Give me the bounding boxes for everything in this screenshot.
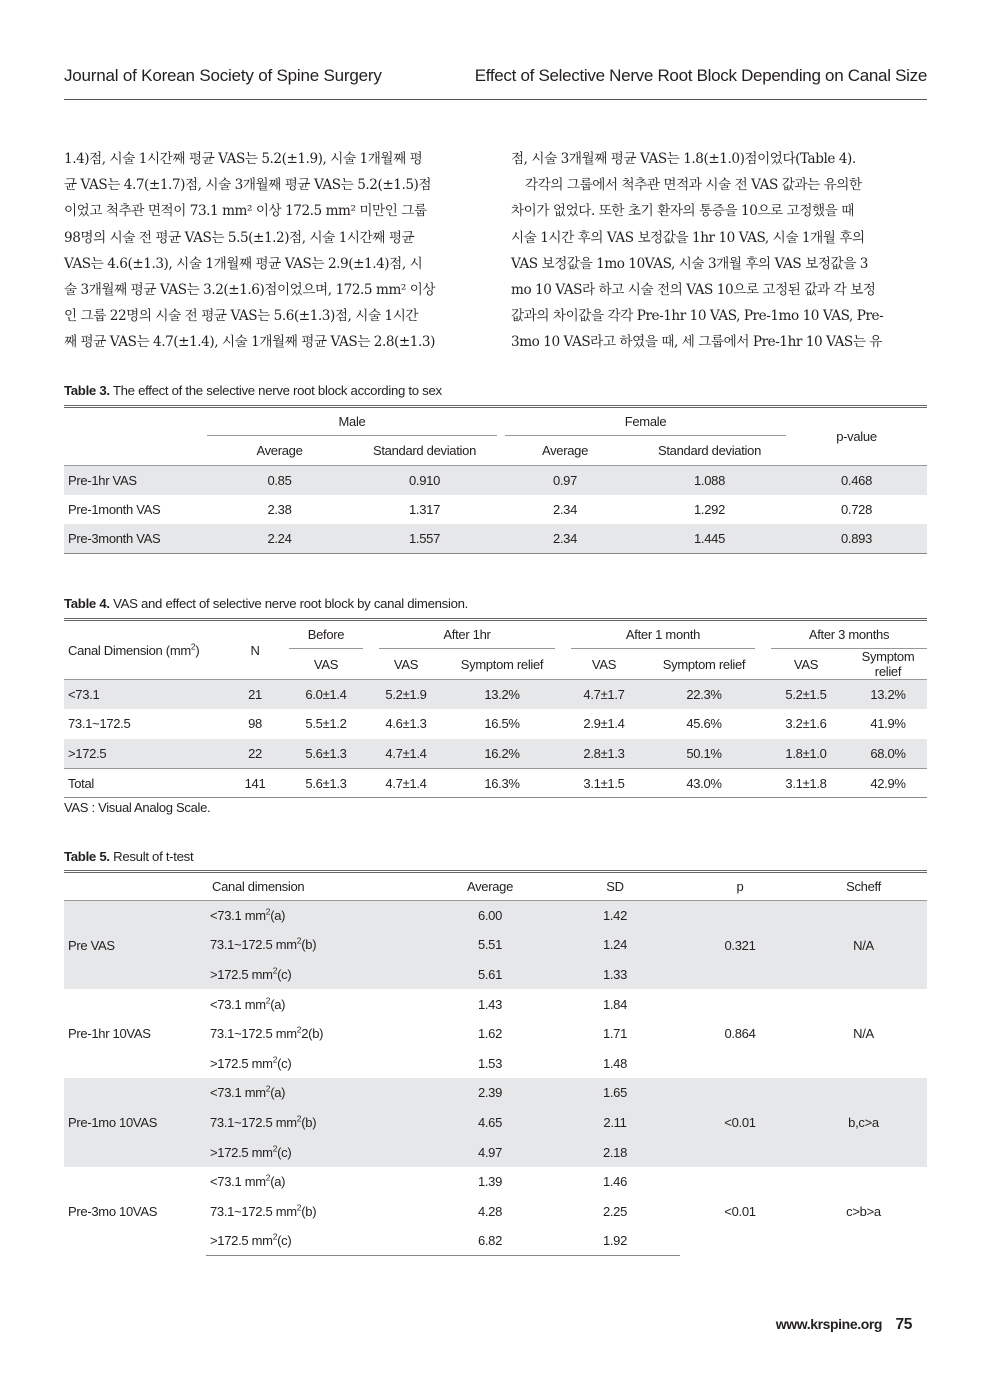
table5-scheff: N/A	[800, 901, 927, 990]
page-footer	[776, 1316, 912, 1334]
table5-p: <0.01	[680, 1078, 800, 1167]
table5-group-label: Pre-1mo 10VAS	[64, 1078, 206, 1167]
table4-3m-relief-header: Symptom relief	[849, 649, 927, 680]
table5-canal-dimension: 73.1~172.5 $mm^2(b)$	[206, 930, 430, 960]
table-row: >172.5 22 5.6±1.3 4.7±1.4 16.2% 2.8±1.3 50.1% 1.8±1.0 68.0%	[64, 739, 927, 769]
table-row	[64, 901, 927, 931]
body-line: 이었고 척추관 면적이 73.1 mm² 이상 172.5 mm² 미만인 그룹	[64, 203, 427, 220]
table4-1hr-relief-header: Symptom relief	[441, 649, 563, 680]
table4-before-header: Before	[281, 620, 371, 650]
table5-caption-text: Result of t-test	[113, 849, 194, 864]
table5-scheff-header: Scheff	[800, 872, 927, 901]
table-row: <73.1 21 6.0±1.4 5.2±1.9 13.2% 4.7±1.7 22.3% 5.2±1.5 13.2%	[64, 680, 927, 710]
body-line: 술 3개월째 평균 VAS는 3.2(±1.6)점이었으며, 172.5 mm² 이상	[64, 282, 436, 299]
table5-canal-dimension: >172.5 $mm^2(c)$	[206, 1137, 430, 1167]
table5-average: 4.28	[477, 1203, 503, 1219]
table5-sd: 1.71	[602, 1026, 628, 1042]
table5-canal-dimension: <73.1 $mm^2(a)$	[206, 1078, 430, 1108]
table3-label: Table 3.	[64, 383, 110, 398]
body-line: 째 평균 VAS는 4.7(±1.4), 시술 1개월째 평균 VAS는 2.8(±1.3)	[64, 334, 435, 351]
table5-average: 1.53	[477, 1055, 503, 1071]
body-line: 98명의 시술 전 평균 VAS는 5.5(±1.2)점, 시술 1시간째 평균	[64, 229, 415, 246]
table5-sd: 1.24	[550, 930, 680, 960]
table5-canal-dimension: <73.1 $mm^2(a)$	[210, 1172, 286, 1190]
table5-sd: 2.11	[550, 1108, 680, 1138]
journal-name: Journal of Korean Society of Spine Surgery	[64, 66, 382, 85]
table5-sd-header: SD	[550, 872, 680, 901]
table5-p: 0.321	[680, 901, 800, 990]
table5-average: 2.39	[430, 1078, 550, 1108]
table4-1m-vas-header: VAS	[563, 649, 645, 680]
table5-p: <0.01	[724, 1203, 756, 1219]
table4-canal-dimension-header: Canal Dimension $(mm^2)$	[64, 620, 229, 680]
table4-label: Table 4.	[64, 596, 110, 611]
table5-sd: 1.92	[550, 1226, 680, 1256]
table3-caption-text: The effect of the selective nerve root block according to sex	[112, 383, 442, 398]
table5-average: 6.82	[430, 1226, 550, 1256]
table-row: Pre-1hr VAS 0.85 0.910 0.97 1.088 0.468	[64, 465, 927, 495]
body-line: 차이가 없었다. 또한 초기 환자의 통증을 10으로 고정했을 때	[511, 203, 854, 220]
table5-group-label: Pre-1hr 10VAS	[68, 1026, 151, 1042]
table4-before-vas-header: VAS	[281, 649, 371, 680]
body-line: 각각의 그룹에서 척추관 면적과 시술 전 VAS 값과는 유의한	[525, 177, 862, 194]
table-row	[64, 1167, 927, 1197]
body-line: 시술 1시간 후의 VAS 보정값을 1hr 10 VAS, 시술 1개월 후의	[511, 229, 865, 246]
table5-p-header: p	[680, 872, 800, 901]
table3-female-average-header: Average	[497, 436, 633, 465]
table5-average: 6.00	[430, 901, 550, 931]
table3-male-sd-header: Standard deviation	[352, 436, 497, 465]
table3-female-sd-header: Standard deviation	[633, 436, 786, 465]
table-row: Pre-1month VAS 2.38 1.317 2.34 1.292 0.728	[68, 501, 873, 517]
table5-canal-dimension: <73.1 $mm^2(a)$	[210, 995, 286, 1012]
table5-sd: 1.33	[550, 960, 680, 990]
table4-1m-relief-header: Symptom relief	[645, 649, 763, 680]
table5-sd: 2.18	[550, 1137, 680, 1167]
table-row: 73.1~172.5 98 5.5±1.2 4.6±1.3 16.5% 2.9±1.4 45.6% 3.2±1.6 41.9%	[68, 716, 906, 732]
table5-canal-dimension-header: Canal dimension	[206, 872, 430, 901]
table5-sd: 1.46	[602, 1174, 628, 1190]
table5-canal-dimension: >172.5 $mm^2(c)$	[206, 960, 430, 990]
body-line: 균 VAS는 4.7(±1.7)점, 시술 3개월째 평균 VAS는 5.2(±1.5)점	[64, 177, 432, 194]
table4-3m-vas-header: VAS	[763, 649, 849, 680]
table5-canal-dimension: <73.1 $mm^2(a)$	[206, 901, 430, 931]
table5	[64, 870, 927, 1256]
running-header	[64, 62, 927, 100]
table5-caption	[64, 849, 193, 864]
table5-p: 0.864	[724, 1026, 756, 1042]
body-text-right-column	[511, 146, 927, 356]
body-text-left-column	[64, 146, 480, 356]
table5-group-label: Pre-3mo 10VAS	[68, 1203, 158, 1219]
table5-average: 5.61	[430, 960, 550, 990]
table-row	[64, 1078, 927, 1108]
table4-1hr-vas-header: VAS	[371, 649, 441, 680]
table5-scheff: c>b>a	[846, 1203, 881, 1219]
table5-sd: 1.65	[550, 1078, 680, 1108]
table4-after-1hr-header: After 1hr	[371, 620, 563, 650]
table4-after-3months-header: After 3 months	[763, 620, 927, 650]
table5-average: 5.51	[430, 930, 550, 960]
table5-canal-dimension: >172.5 $mm^2(c)$	[206, 1226, 430, 1256]
body-line: 값과의 차이값을 각각 Pre-1hr 10 VAS, Pre-1mo 10 VAS, Pre-	[511, 308, 884, 325]
table3-male-average-header: Average	[207, 436, 352, 465]
table5-scheff: b,c>a	[800, 1078, 927, 1167]
table4-after-1month-header: After 1 month	[563, 620, 763, 650]
table4-caption	[64, 596, 468, 611]
table3-caption	[64, 383, 442, 398]
table5-canal-dimension: 73.1~172.5 $mm^22(b)$	[210, 1024, 324, 1042]
table3-group-male: Male	[207, 407, 497, 437]
table5-group-label: Pre VAS	[64, 901, 206, 990]
page-number: 75	[895, 1316, 912, 1333]
body-line: mo 10 VAS라 하고 시술 전의 VAS 10으로 고정된 값과 각 보정	[511, 282, 876, 299]
table-row	[64, 989, 927, 1019]
running-title: Effect of Selective Nerve Root Block Depending on Canal Size	[474, 66, 927, 85]
body-line: VAS 보정값을 1mo 10VAS, 시술 3개월 후의 VAS 보정값을 3	[511, 255, 868, 272]
table5-canal-dimension: 73.1~172.5 $mm^2(b)$	[210, 1202, 317, 1219]
body-line: 1.4)점, 시술 1시간째 평균 VAS는 5.2(±1.9), 시술 1개월째 평	[64, 151, 423, 167]
table-row: Total 141 5.6±1.3 4.7±1.4 16.3% 3.1±1.5 43.0% 3.1±1.8 42.9%	[64, 768, 927, 798]
table5-average-header: Average	[430, 872, 550, 901]
table5-scheff: N/A	[853, 1026, 874, 1042]
table4-n-header: N	[229, 620, 281, 680]
body-line: 점, 시술 3개월째 평균 VAS는 1.8(±1.0)점이었다(Table 4).	[511, 151, 856, 167]
table3	[64, 405, 927, 554]
journal-website: www.krspine.org	[775, 1316, 883, 1332]
table3-pvalue-header: p-value	[786, 407, 927, 466]
table5-sd: 1.48	[602, 1055, 628, 1071]
table-row: Pre-3month VAS 2.24 1.557 2.34 1.445 0.893	[64, 524, 927, 554]
table3-group-female: Female	[497, 407, 786, 437]
body-line: 3mo 10 VAS라고 하였을 때, 세 그룹에서 Pre-1hr 10 VAS는 유	[511, 334, 882, 351]
table5-canal-dimension: 73.1~172.5 $mm^2(b)$	[206, 1108, 430, 1138]
table5-sd: 1.84	[602, 996, 628, 1012]
table5-canal-dimension: >172.5 $mm^2(c)$	[210, 1054, 292, 1071]
table4-footnote: VAS : Visual Analog Scale.	[64, 800, 211, 815]
table5-sd: 1.42	[550, 901, 680, 931]
table5-label: Table 5.	[64, 849, 110, 864]
table4-caption-text: VAS and effect of selective nerve root block by canal dimension.	[113, 596, 469, 611]
table5-sd: 2.25	[602, 1203, 628, 1219]
body-line: VAS는 4.6(±1.3), 시술 1개월째 평균 VAS는 2.9(±1.4)점, 시	[64, 255, 423, 272]
table5-average: 1.39	[477, 1174, 503, 1190]
table5-average: 4.97	[430, 1137, 550, 1167]
body-line: 인 그룹 22명의 시술 전 평균 VAS는 5.6(±1.3)점, 시술 1시간	[64, 308, 419, 325]
table4	[64, 618, 927, 798]
table5-average: 1.62	[477, 1026, 503, 1042]
table5-average: 4.65	[430, 1108, 550, 1138]
table5-average: 1.43	[477, 996, 503, 1012]
